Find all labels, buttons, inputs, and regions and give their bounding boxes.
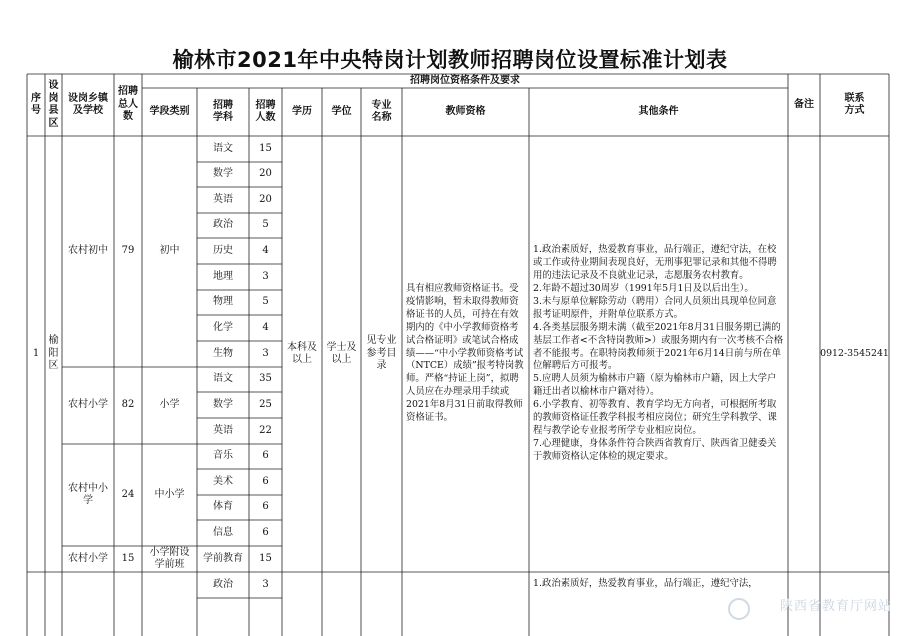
school-total: 79 bbox=[121, 245, 135, 257]
table-row-count: 25 bbox=[259, 398, 272, 410]
condition-item: 1.政治素质好，热爱教育事业，品行端正，遵纪守法， bbox=[533, 578, 758, 590]
header-qualification: 教师资格 bbox=[445, 105, 486, 117]
school-stage: 初中 bbox=[159, 245, 180, 257]
school-name: 农村初中 bbox=[68, 245, 108, 257]
table-row-count: 20 bbox=[259, 193, 272, 205]
header-contact: 联系方式 bbox=[844, 92, 865, 116]
table-row-count: 5 bbox=[262, 296, 269, 308]
header-count: 招聘人数 bbox=[255, 99, 276, 123]
header-stage: 学段类别 bbox=[149, 105, 190, 117]
table-row-subject: 历史 bbox=[213, 244, 233, 256]
condition-item: 5.应聘人员须为榆林市户籍（原为榆林市户籍，因上大学户籍迁出者以榆林市户籍对待）。 bbox=[533, 373, 777, 398]
table-row-count: 4 bbox=[262, 244, 269, 256]
table-row-count: 6 bbox=[262, 526, 269, 538]
table-row-count: 6 bbox=[262, 450, 269, 462]
table-row-subject: 数学 bbox=[213, 168, 233, 180]
header-education: 学历 bbox=[292, 105, 312, 117]
table-row-subject: 物理 bbox=[213, 296, 233, 308]
header-subject: 招聘学科 bbox=[213, 99, 233, 123]
header-remark: 备注 bbox=[794, 98, 814, 110]
seq-cell: 1 bbox=[32, 347, 40, 359]
table-row-subject: 信息 bbox=[213, 526, 233, 538]
table-row-subject: 英语 bbox=[213, 193, 233, 205]
school-stage: 小学 bbox=[159, 399, 180, 411]
table-row-subject: 政治 bbox=[213, 219, 233, 231]
header-degree: 学位 bbox=[331, 105, 352, 117]
header-seq: 序号 bbox=[31, 92, 41, 116]
table-row-subject: 美术 bbox=[213, 475, 233, 487]
degree-cell: 学士及以上 bbox=[326, 341, 357, 365]
condition-item: 1.政治素质好，热爱教育事业，品行端正，遵纪守法，在校或工作或待业期间表现良好，无刑事犯罪记录和其他不得聘用的违法记录及不良就业记录，志愿服务农村教育。 bbox=[533, 243, 777, 281]
table-row-subject: 音乐 bbox=[213, 450, 233, 462]
table-row-count: 3 bbox=[262, 578, 269, 590]
school-total: 82 bbox=[121, 399, 135, 411]
condition-item: 7.心理健康，身体条件符合陕西省教育厅、陕西省卫健委关于教师资格认定体检的规定要求。 bbox=[533, 438, 777, 463]
table-row-subject: 体育 bbox=[213, 501, 233, 513]
education-cell: 本科及以上 bbox=[287, 341, 317, 365]
table-row-count: 15 bbox=[259, 142, 272, 154]
table-row-subject: 政治 bbox=[213, 578, 233, 590]
school-total: 15 bbox=[121, 552, 135, 564]
condition-item: 3.未与原单位解除劳动（聘用）合同人员须出具现单位同意报考证明原件，并附单位联系方式。 bbox=[533, 295, 777, 320]
school-name: 农村小学 bbox=[68, 399, 108, 411]
table-row-count: 20 bbox=[259, 168, 272, 180]
watermark-text: 陕西省教育厅网站 bbox=[779, 599, 892, 614]
school-stage: 小学附设学前班 bbox=[149, 546, 190, 570]
condition-item: 4.各类基层服务期未满（截至2021年8月31日服务期已满的基层工作者<不含特岗教师>）或服务期内有一次考核不合格者不能报考。在职特岗教师须于2021年6月14日前与所在单位解聘后方可报考。 bbox=[533, 321, 784, 372]
table-row-count: 6 bbox=[262, 501, 269, 513]
table-row-count: 5 bbox=[262, 219, 269, 231]
table-row-subject: 地理 bbox=[213, 270, 233, 282]
table-row-subject: 语文 bbox=[213, 373, 233, 385]
table-row-subject: 生物 bbox=[213, 347, 233, 359]
table-row-count: 6 bbox=[262, 475, 269, 487]
school-stage: 中小学 bbox=[154, 488, 185, 500]
header-major: 专业名称 bbox=[371, 99, 392, 123]
header-total: 招聘总人数 bbox=[118, 86, 138, 123]
condition-item: 2.年龄不超过30周岁（1991年5月1日及以后出生）。 bbox=[533, 282, 754, 294]
school-total: 24 bbox=[121, 488, 135, 500]
school-name: 农村中小学 bbox=[68, 482, 108, 506]
condition-item: 6.小学教育、初等教育、教育学均无方向者，可根据所考取的教师资格证任教学科报考相应岗位；研究生学科教学、课程与教学论专业报考所学专业相应岗位。 bbox=[533, 399, 777, 437]
table-row-count: 15 bbox=[259, 552, 272, 564]
table-row-count: 3 bbox=[262, 270, 269, 282]
qualification-cell: 具有相应教师资格证书。受疫情影响，暂未取得教师资格证书的人员，可持在有效期内的《中小学教师资格考试合格证明》或笔试合格成绩——“中小学教师资格考试（NTCE）成绩”报考特岗教师。严格“持证上岗”，拟聘人员应在办理录用手续或2021年8月31日前取得教师资格证书。 bbox=[406, 282, 524, 424]
table-row-subject: 英语 bbox=[213, 424, 233, 436]
table-row-subject: 语文 bbox=[213, 142, 233, 154]
table-row-count: 4 bbox=[262, 321, 269, 333]
table-row-count: 35 bbox=[259, 373, 272, 385]
table-row-count: 22 bbox=[259, 424, 272, 436]
table-row-count: 3 bbox=[262, 347, 269, 359]
other-conditions-cell bbox=[529, 136, 788, 572]
header-county: 设岗县区 bbox=[48, 80, 59, 129]
table-row-subject: 数学 bbox=[213, 398, 233, 410]
header-school: 设岗乡镇及学校 bbox=[68, 92, 108, 116]
table-row-subject: 化学 bbox=[213, 321, 233, 333]
school-name: 农村小学 bbox=[68, 552, 108, 564]
table-row-subject: 学前教育 bbox=[203, 552, 243, 564]
watermark-logo-icon bbox=[728, 598, 750, 620]
header-group: 招聘岗位资格条件及要求 bbox=[410, 74, 520, 86]
major-cell: 见专业参考目录 bbox=[366, 335, 397, 372]
page-title: 榆林市2021年中央特岗计划教师招聘岗位设置标准计划表 bbox=[172, 48, 728, 72]
county-cell: 榆阳区 bbox=[48, 335, 59, 372]
header-other: 其他条件 bbox=[638, 105, 679, 117]
contact-cell: 0912-3545241 bbox=[820, 348, 889, 360]
